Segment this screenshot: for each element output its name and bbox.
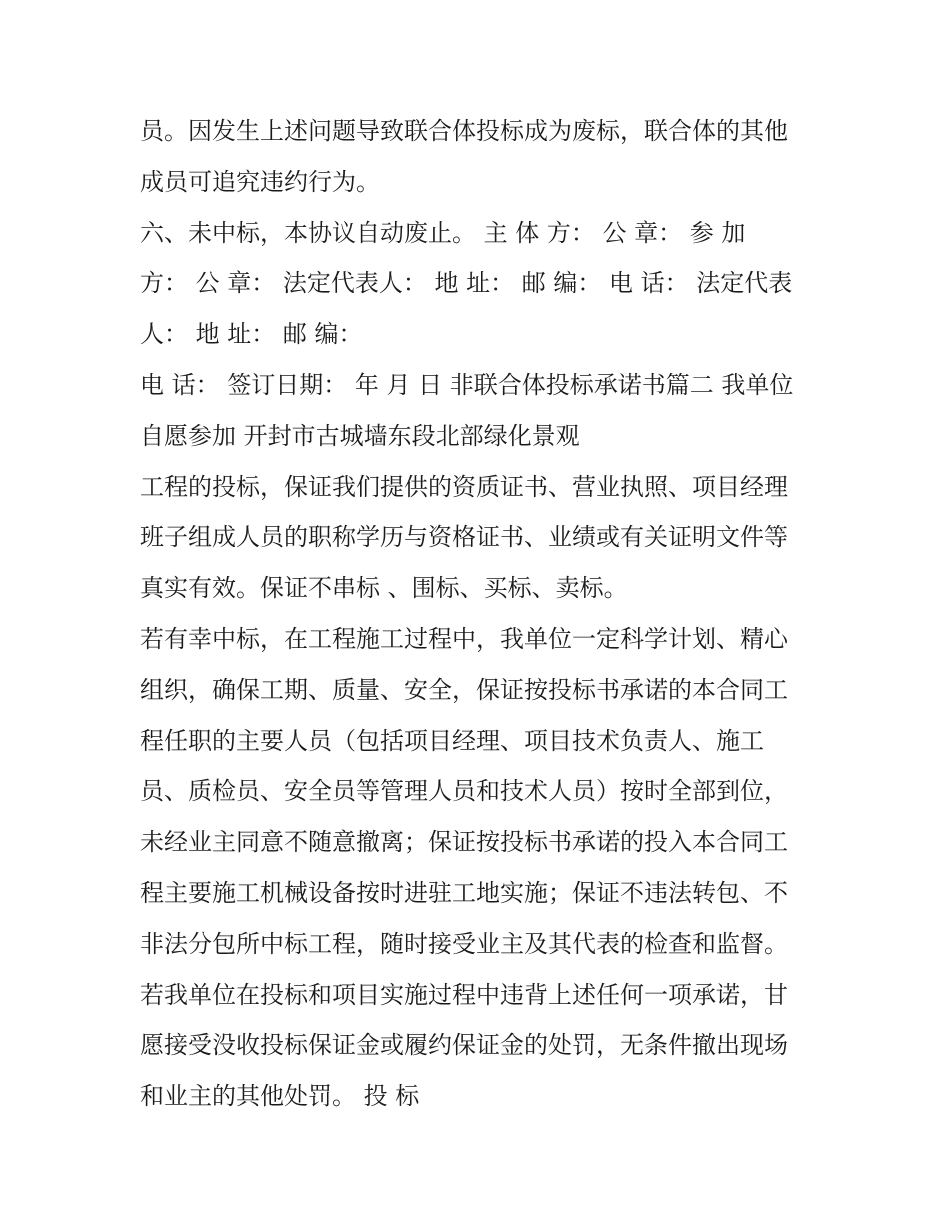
text-line: 员。因发生上述问题导致联合体投标成为废标，联合体的其他 bbox=[140, 117, 788, 145]
text-line: 员、质检员、安全员等管理人员和技术人员）按时全部到位， bbox=[140, 777, 788, 806]
text-line: 工程的投标，保证我们提供的资质证书、营业执照、项目经理 bbox=[140, 472, 788, 501]
text-line: 人： 地 址： 邮 编： bbox=[140, 320, 363, 349]
text-line: 愿接受没收投标保证金或履约保证金的处罚，无条件撤出现场 bbox=[140, 1031, 788, 1060]
text-line: 自愿参加 开封市古城墙东段北部绿化景观 bbox=[140, 421, 580, 450]
text-line: 程主要施工机械设备按时进驻工地实施；保证不违法转包、不 bbox=[140, 878, 788, 907]
text-line: 成员可追究违约行为。 bbox=[140, 167, 380, 196]
text-line: 真实有效。保证不串标 、围标、买标、卖标。 bbox=[140, 574, 628, 603]
text-line: 若我单位在投标和项目实施过程中违背上述任何一项承诺，甘 bbox=[140, 980, 788, 1009]
text-line: 和业主的其他处罚。 投 标 bbox=[140, 1082, 420, 1111]
text-line: 方： 公 章： 法定代表人： 地 址： 邮 编： 电 话： 法定代表 bbox=[140, 269, 793, 298]
text-line: 若有幸中标，在工程施工过程中，我单位一定科学计划、精心 bbox=[140, 624, 788, 653]
text-line: 电 话： 签订日期： 年 月 日 非联合体投标承诺书篇二 我单位 bbox=[140, 370, 794, 399]
text-line: 班子组成人员的职称学历与资格证书、业绩或有关证明文件等 bbox=[140, 523, 788, 552]
text-line: 组织，确保工期、质量、安全，保证按投标书承诺的本合同工 bbox=[140, 675, 788, 704]
text-line: 非法分包所中标工程，随时接受业主及其代表的检查和监督。 bbox=[140, 929, 788, 958]
text-line: 程任职的主要人员（包括项目经理、项目技术负责人、施工 bbox=[140, 726, 764, 755]
text-line: 六、未中标，本协议自动废止。 主 体 方： 公 章： 参 加 bbox=[140, 218, 746, 247]
text-line: 未经业主同意不随意撤离；保证按投标书承诺的投入本合同工 bbox=[140, 828, 788, 857]
document-body bbox=[140, 106, 830, 1122]
